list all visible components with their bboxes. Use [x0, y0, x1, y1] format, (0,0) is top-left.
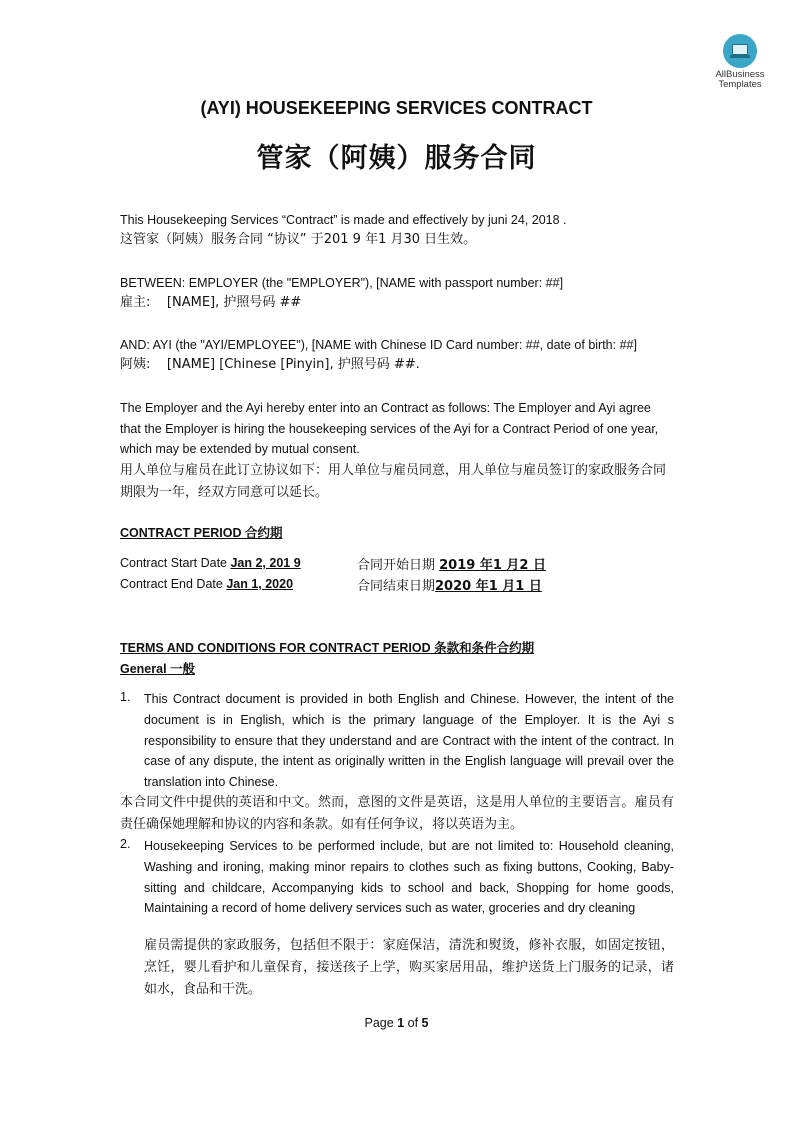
item-number-2: 2. [120, 837, 131, 851]
contract-period-heading: CONTRACT PERIOD 合约期 [120, 526, 283, 540]
title-english: (AYI) HOUSEKEEPING SERVICES CONTRACT [200, 98, 593, 118]
intro-english: This Housekeeping Services “Contract” is made and effectively by juni 24, 2018 . [120, 213, 567, 227]
term-item-1-english: This Contract document is provided in both English and Chinese. However, the intent of the document is in English, which is the primary language of the Employer. It is the Ayi s responsibility to ensure that they understand and are Contract with the intent of the contract. In case of any dispute, the intent as originally written in the English language will prevail over the translation into Chinese. [144, 692, 674, 790]
agreement-english: The Employer and the Ayi hereby enter into an Contract as follows: The Employer and Ayi agree that the Employer is hiring the housekeeping services of the Ayi for a Contract Period of one year, which may be extended by mutual consent. [120, 401, 659, 456]
ayi-english: AND: AYI (the "AYI/EMPLOYEE"), [NAME with Chinese ID Card number: ##, date of birth: ##] [120, 338, 637, 352]
term-item-2-chinese: 雇员需提供的家政服务，包括但不限于：家庭保洁，清洗和熨烫，修补衣服，如固定按钮，烹饪，婴儿看护和儿童保育，接送孩子上学，购买家居用品，维护送货上门服务的记录，诸如水，食品和干洗。 [144, 938, 674, 997]
title-chinese: 管家（阿姨）服务合同 [256, 143, 537, 174]
logo-text: AllBusiness Templates [715, 69, 765, 90]
term-item-1-chinese: 本合同文件中提供的英语和中文。然而，意图的文件是英语，这是用人单位的主要语言。雇员有责任确保她理解和协议的内容和条款。如有任何争议，将以英语为主。 [120, 795, 674, 832]
start-date-chinese: 合同开始日期 2019 年1 月2 日 [357, 558, 546, 573]
employer-english: BETWEEN: EMPLOYER (the "EMPLOYER"), [NAME with passport number: ##] [120, 276, 564, 290]
end-date-chinese: 合同结束日期2020 年1 月1 日 [357, 579, 542, 594]
start-date-label: Contract Start Date [120, 556, 231, 570]
allbusiness-logo[interactable] [710, 34, 770, 90]
agreement-chinese: 用人单位与雇员在此订立协议如下：用人单位与雇员同意，用人单位与雇员签订的家政服务合同期限为一年，经双方同意可以延长。 [120, 463, 667, 500]
laptop-icon [723, 34, 757, 68]
intro-chinese: 这管家（阿姨）服务合同 “协议” 于201 9 年1 月30 日生效。 [120, 232, 477, 247]
page-footer: Page 1 of 5 [364, 1016, 429, 1030]
item-number-1: 1. [120, 690, 131, 704]
start-date-value: Jan 2, 201 9 [230, 556, 301, 570]
contract-start-row [120, 556, 546, 573]
contract-end-row [120, 577, 542, 594]
terms-heading: TERMS AND CONDITIONS FOR CONTRACT PERIOD 条款和条件合约期 [120, 641, 535, 655]
ayi-chinese: 阿姨: [NAME] [Chinese [Pinyin], 护照号码 ##. [120, 357, 420, 372]
end-date-label: Contract End Date [120, 577, 227, 591]
general-subheading: General 一般 [120, 662, 196, 676]
employer-chinese: 雇主: [NAME], 护照号码 ## [120, 295, 302, 310]
end-date-value: Jan 1, 2020 [226, 577, 294, 591]
term-item-2-english: Housekeeping Services to be performed include, but are not limited to: Household cleaning, Washing and ironing, making minor repairs to clothes such as fixing buttons, Cooking, Baby-sitting and childcare, Accompanying kids to school and back, Shopping for home goods, Maintaining a record of home delivery services such as water, groceries and dry cleaning [144, 839, 674, 916]
